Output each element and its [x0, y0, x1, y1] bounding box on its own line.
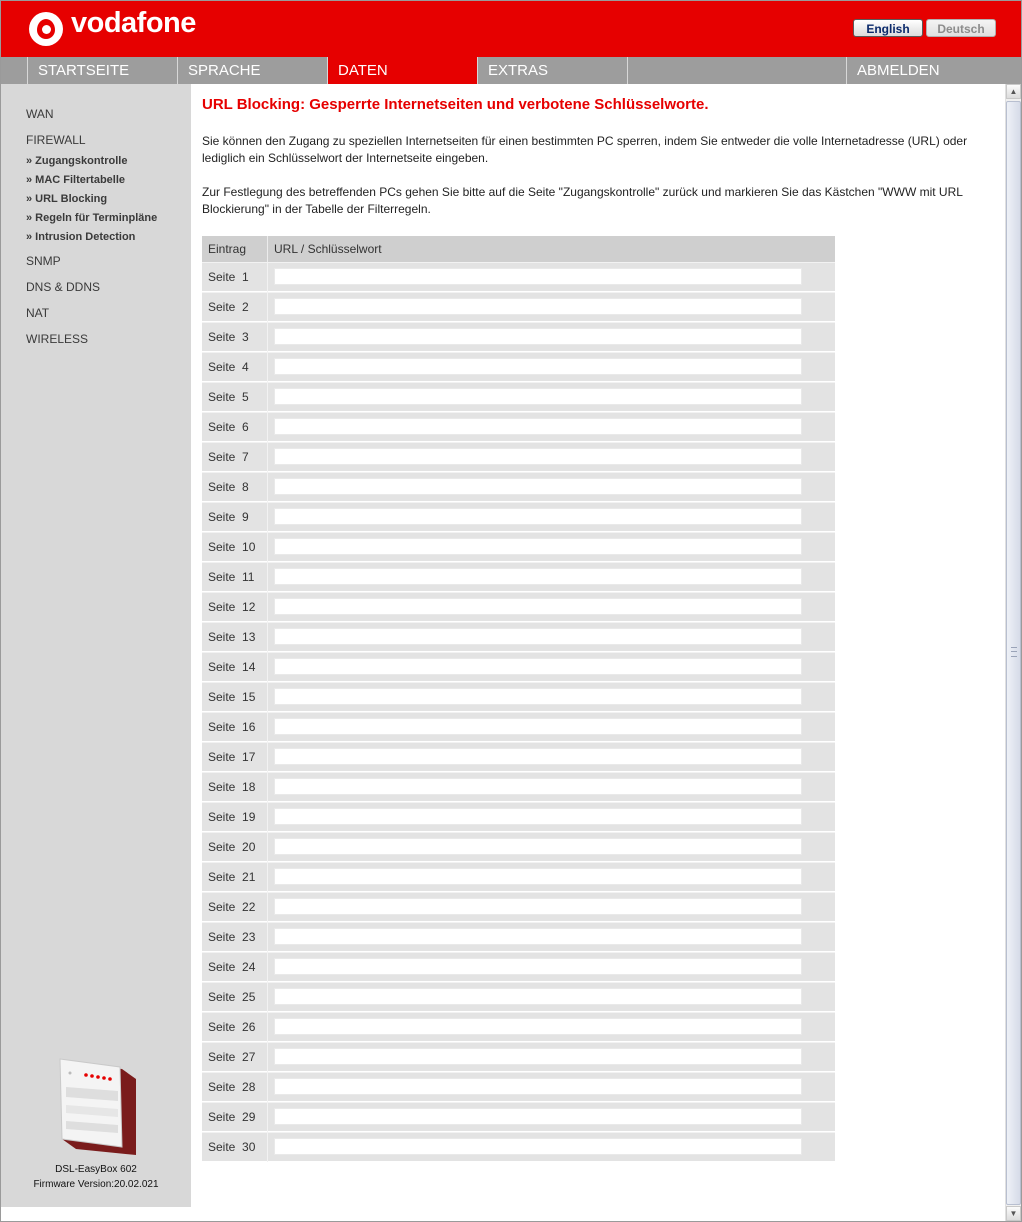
row-entry-label: Seite 21 [208, 870, 256, 884]
url-keyword-input[interactable] [274, 658, 802, 675]
table-row [202, 1012, 835, 1041]
firmware-version: Firmware Version:20.02.021 [33, 1179, 159, 1190]
row-entry-label: Seite 3 [208, 330, 249, 344]
nav-startseite[interactable]: STARTSEITE [27, 57, 177, 84]
table-row [202, 592, 835, 621]
table-row [202, 682, 835, 711]
url-keyword-input[interactable] [274, 328, 802, 345]
row-entry-label: Seite 10 [208, 540, 256, 554]
column-header-url: URL / Schlüsselwort [274, 242, 382, 256]
row-entry-label: Seite 7 [208, 450, 249, 464]
sidebar-item-wireless[interactable]: WIRELESS [26, 332, 89, 346]
table-row [202, 892, 835, 921]
main-content [192, 84, 1005, 1207]
table-row [202, 802, 835, 831]
row-entry-label: Seite 17 [208, 750, 256, 764]
table-row [202, 1072, 835, 1101]
url-keyword-input[interactable] [274, 1078, 802, 1095]
table-row [202, 652, 835, 681]
sidebar-item-nat[interactable]: NAT [26, 306, 50, 320]
url-keyword-input[interactable] [274, 358, 802, 375]
sidebar [1, 84, 191, 1207]
url-keyword-input[interactable] [274, 778, 802, 795]
row-entry-label: Seite 26 [208, 1020, 256, 1034]
table-row [202, 742, 835, 771]
url-keyword-input[interactable] [274, 1018, 802, 1035]
url-keyword-input[interactable] [274, 1138, 802, 1155]
row-entry-label: Seite 22 [208, 900, 256, 914]
url-keyword-input[interactable] [274, 928, 802, 945]
url-keyword-input[interactable] [274, 538, 802, 555]
url-keyword-input[interactable] [274, 868, 802, 885]
page-title: URL Blocking: Gesperrte Internetseiten und verbotene Schlüsselworte. [202, 96, 709, 113]
row-entry-label: Seite 20 [208, 840, 256, 854]
row-entry-label: Seite 13 [208, 630, 256, 644]
row-entry-label: Seite 30 [208, 1140, 256, 1154]
url-keyword-input[interactable] [274, 1108, 802, 1125]
url-keyword-input[interactable] [274, 988, 802, 1005]
url-keyword-input[interactable] [274, 748, 802, 765]
table-row [202, 472, 835, 501]
description-text-2: Zur Festlegung des betreffenden PCs gehen Sie bitte auf die Seite "Zugangskontrolle" zurück und markieren Sie das Kästchen "WWW mit URL Blockierung" in der Tabelle der Filterregeln. [202, 185, 963, 216]
url-keyword-input[interactable] [274, 568, 802, 585]
table-row [202, 532, 835, 561]
table-row [202, 712, 835, 741]
device-name: DSL-EasyBox 602 [55, 1164, 137, 1175]
scroll-down-arrow-icon[interactable]: ▼ [1006, 1206, 1021, 1221]
sidebar-item-url-blocking[interactable]: » URL Blocking [26, 193, 108, 205]
nav-abmelden[interactable]: ABMELDEN [846, 57, 996, 84]
row-entry-label: Seite 2 [208, 300, 249, 314]
row-entry-label: Seite 4 [208, 360, 249, 374]
url-keyword-input[interactable] [274, 958, 802, 975]
sidebar-item-snmp[interactable]: SNMP [26, 254, 61, 268]
url-keyword-input[interactable] [274, 388, 802, 405]
sidebar-item-intrusion-detection[interactable]: » Intrusion Detection [26, 231, 136, 243]
row-entry-label: Seite 18 [208, 780, 256, 794]
table-row [202, 352, 835, 381]
table-row [202, 622, 835, 651]
vertical-scrollbar[interactable] [1005, 84, 1021, 1221]
english-button[interactable]: English [853, 19, 923, 37]
table-row [202, 1132, 835, 1161]
sidebar-item-zugangskontrolle[interactable]: » Zugangskontrolle [26, 155, 128, 167]
nav-sprache[interactable]: SPRACHE [177, 57, 327, 84]
row-entry-label: Seite 11 [208, 570, 255, 584]
row-entry-label: Seite 9 [208, 510, 249, 524]
row-entry-label: Seite 19 [208, 810, 256, 824]
main-nav [1, 57, 1021, 84]
url-keyword-input[interactable] [274, 298, 802, 315]
sidebar-item-wan[interactable]: WAN [26, 107, 54, 121]
table-row [202, 922, 835, 951]
deutsch-button[interactable]: Deutsch [926, 19, 996, 37]
header-bar [1, 1, 1021, 57]
table-row [202, 322, 835, 351]
row-entry-label: Seite 23 [208, 930, 256, 944]
sidebar-item-firewall[interactable]: FIREWALL [26, 133, 86, 147]
vodafone-logo-icon [29, 12, 63, 46]
table-row [202, 832, 835, 861]
url-keyword-input[interactable] [274, 838, 802, 855]
scrollbar-thumb[interactable] [1006, 101, 1021, 1205]
url-keyword-input[interactable] [274, 718, 802, 735]
row-entry-label: Seite 12 [208, 600, 256, 614]
table-row [202, 412, 835, 441]
description-text-1: Sie können den Zugang zu speziellen Internetseiten für einen bestimmten PC sperren, indem Sie entweder die volle Internetadresse (URL) oder lediglich ein Schlüsselwort der Internetseite eingeben. [202, 134, 968, 165]
row-entry-label: Seite 16 [208, 720, 256, 734]
url-keyword-input[interactable] [274, 898, 802, 915]
table-row [202, 982, 835, 1011]
nav-daten[interactable]: DATEN [327, 57, 477, 84]
row-entry-label: Seite 8 [208, 480, 249, 494]
url-keyword-input[interactable] [274, 598, 802, 615]
row-entry-label: Seite 27 [208, 1050, 256, 1064]
row-entry-label: Seite 5 [208, 390, 249, 404]
table-row [202, 772, 835, 801]
nav-spacer [627, 57, 846, 84]
row-entry-label: Seite 1 [208, 270, 249, 284]
table-row [202, 382, 835, 411]
url-keyword-input[interactable] [274, 478, 802, 495]
url-keyword-input[interactable] [274, 448, 802, 465]
url-keyword-input[interactable] [274, 1048, 802, 1065]
scroll-up-arrow-icon[interactable]: ▲ [1006, 84, 1021, 99]
table-row [202, 862, 835, 891]
table-row [202, 1102, 835, 1131]
router-device-icon [56, 1057, 138, 1157]
row-entry-label: Seite 25 [208, 990, 256, 1004]
table-row [202, 952, 835, 981]
url-keyword-input[interactable] [274, 628, 802, 645]
row-entry-label: Seite 14 [208, 660, 256, 674]
table-row [202, 442, 835, 471]
url-keyword-input[interactable] [274, 808, 802, 825]
nav-extras[interactable]: EXTRAS [477, 57, 627, 84]
table-row [202, 562, 835, 591]
table-row [202, 262, 835, 291]
sidebar-item-regeln[interactable]: » Regeln für Terminpläne [26, 212, 158, 224]
row-entry-label: Seite 28 [208, 1080, 256, 1094]
row-entry-label: Seite 24 [208, 960, 256, 974]
brand-logo-text: vodafone [71, 7, 196, 39]
sidebar-item-dns-ddns[interactable]: DNS & DDNS [26, 280, 101, 294]
table-row [202, 502, 835, 531]
column-header-entry: Eintrag [208, 242, 247, 256]
url-keyword-input[interactable] [274, 268, 802, 285]
row-entry-label: Seite 6 [208, 420, 249, 434]
url-keyword-input[interactable] [274, 508, 802, 525]
table-row [202, 1042, 835, 1071]
url-keyword-input[interactable] [274, 418, 802, 435]
row-entry-label: Seite 29 [208, 1110, 256, 1124]
sidebar-item-mac-filtertabelle[interactable]: » MAC Filtertabelle [26, 174, 126, 186]
table-row [202, 292, 835, 321]
row-entry-label: Seite 15 [208, 690, 256, 704]
table-header [202, 236, 835, 262]
url-keyword-input[interactable] [274, 688, 802, 705]
